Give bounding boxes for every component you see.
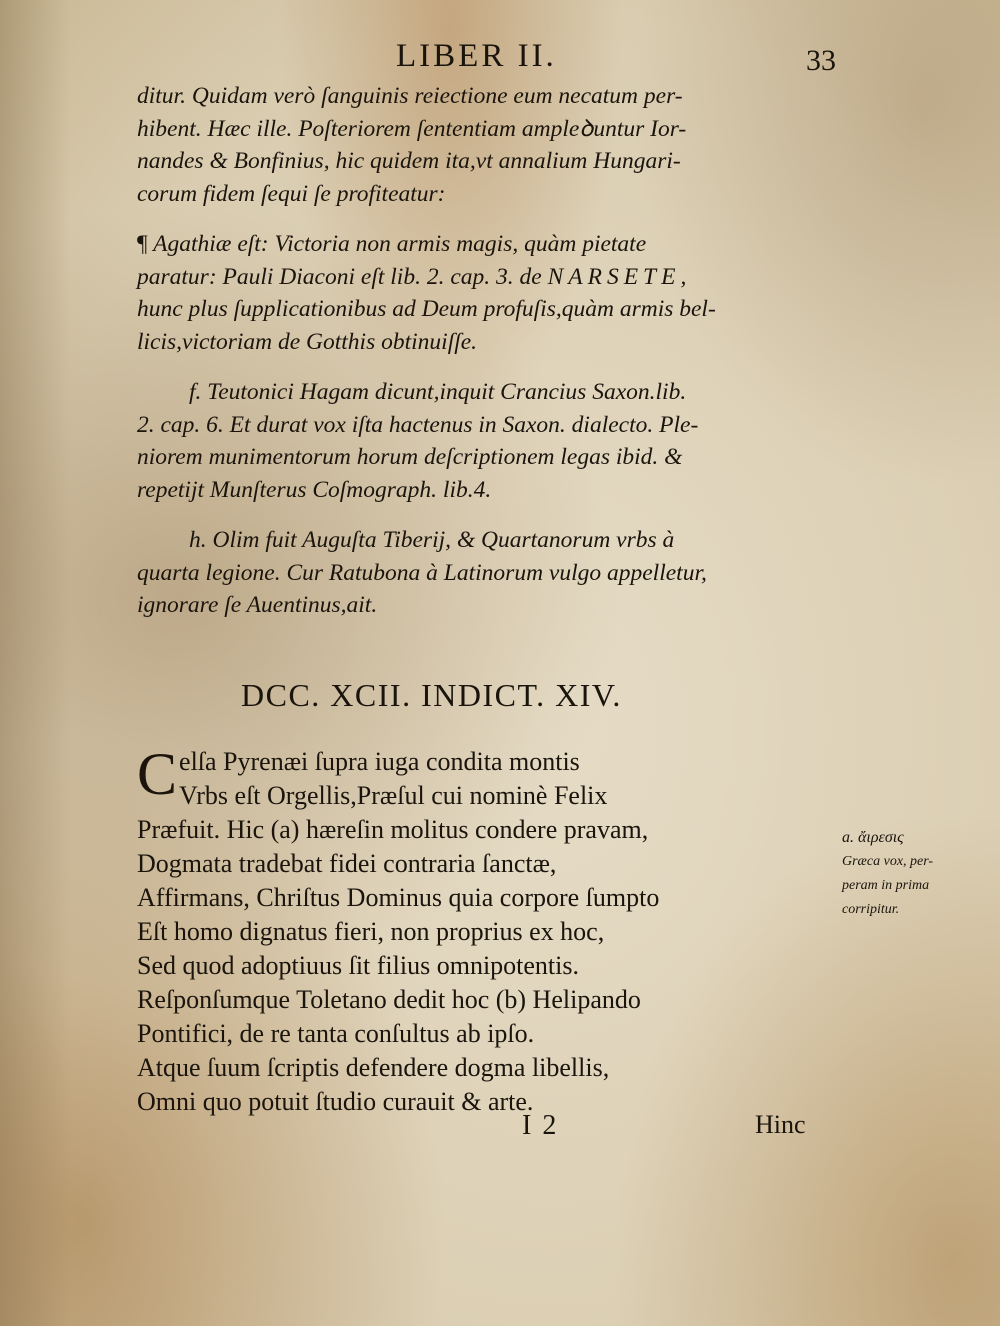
poem-line: Vrbs eſt Orgellis,Præſul cui nominè Felix (179, 781, 608, 810)
marginal-line: peram in prima (842, 878, 930, 893)
poem-line: elſa Pyrenæi ſupra iuga condita montis (179, 747, 580, 776)
poem-line: Pontifici, de re tanta conſultus ab ipſo. (137, 1019, 535, 1048)
note-line: quarta legione. Cur Ratubona à Latinorum vulgo appelletur, (137, 559, 707, 586)
note-line (137, 261, 837, 294)
note-agathias (137, 228, 837, 358)
catchword: Hinc (755, 1110, 806, 1139)
note-line: hibent. Hæc ille. Poſteriorem ſententiam ampleꝺuntur Ior- (137, 115, 687, 142)
poem-line: Atque ſuum ſcriptis defendere dogma libellis, (137, 1053, 610, 1082)
page-gutter-shadow (0, 0, 70, 1326)
poem-line: Reſponſumque Toletano dedit hoc (b) Helipando (137, 985, 641, 1014)
note-proper-name: NARSETE, (547, 263, 692, 290)
note-continuation (137, 80, 837, 210)
poem-line: Præfuit. Hic (a) hæreſin molitus condere pravam, (137, 815, 649, 844)
note-line: ditur. Quidam verò ſanguinis reiectione eum necatum per- (137, 83, 683, 109)
note-line: ignorare ſe Auentinus,ait. (137, 592, 378, 618)
note-line: repetijt Munſterus Coſmograph. lib.4. (137, 476, 492, 503)
year-heading: DCC. XCII. INDICT. XIV. (241, 677, 622, 713)
signature-mark: I 2 (522, 1110, 559, 1141)
running-title: LIBER II. (396, 38, 557, 74)
note-line: h. Olim fuit Auguſta Tiberij, & Quartanorum vrbs à (189, 527, 675, 553)
marginal-line: Græca vox, per- (842, 854, 934, 869)
note-line: hunc plus ſupplicationibus ad Deum profuſis,quàm armis bel- (137, 296, 716, 322)
note-line: f. Teutonici Hagam dicunt,inquit Crancius Saxon.lib. (189, 379, 687, 405)
poem-line: Eſt homo dignatus fieri, non proprius ex hoc, (137, 917, 605, 946)
poem-block (137, 741, 837, 1119)
note-line: niorem munimentorum horum deſcriptionem legas ibid. & (137, 444, 683, 470)
note-line: 2. cap. 6. Et durat vox iſta hactenus in Saxon. dialecto. Ple- (137, 411, 699, 438)
marginal-line: a. ἄιρεσις (842, 829, 904, 846)
poem-line: Sed quod adoptiuus ſit filius omnipotentis. (137, 951, 579, 980)
poem-line: Omni quo potuit ſtudio curauit & arte. (137, 1087, 534, 1116)
pilcrow-mark: ¶ (137, 231, 148, 257)
note-f (137, 376, 837, 506)
page-header (0, 38, 1000, 78)
poem-line: Dogmata tradebat fidei contraria ſanctæ, (137, 849, 557, 878)
note-line: licis,victoriam de Gotthis obtinuiſſe. (137, 328, 478, 355)
note-text: Agathiæ eſt: Victoria non armis magis, quàm pietate (153, 231, 647, 257)
marginal-line: corripitur. (842, 902, 900, 917)
drop-cap: C (137, 741, 178, 807)
note-text: paratur: Pauli Diaconi eſt lib. 2. cap. 3. de (137, 263, 548, 290)
note-line (137, 228, 837, 261)
note-line: corum fidem ſequi ſe profiteatur: (137, 180, 446, 207)
marginal-note (842, 826, 972, 922)
page-number: 33 (806, 44, 836, 77)
footnotes-block (137, 80, 837, 640)
note-h (137, 524, 837, 622)
note-line: nandes & Bonfinius, hic quidem ita,vt annalium Hungari- (137, 148, 681, 174)
poem-line: Affirmans, Chriſtus Dominus quia corpore ſumpto (137, 883, 660, 912)
